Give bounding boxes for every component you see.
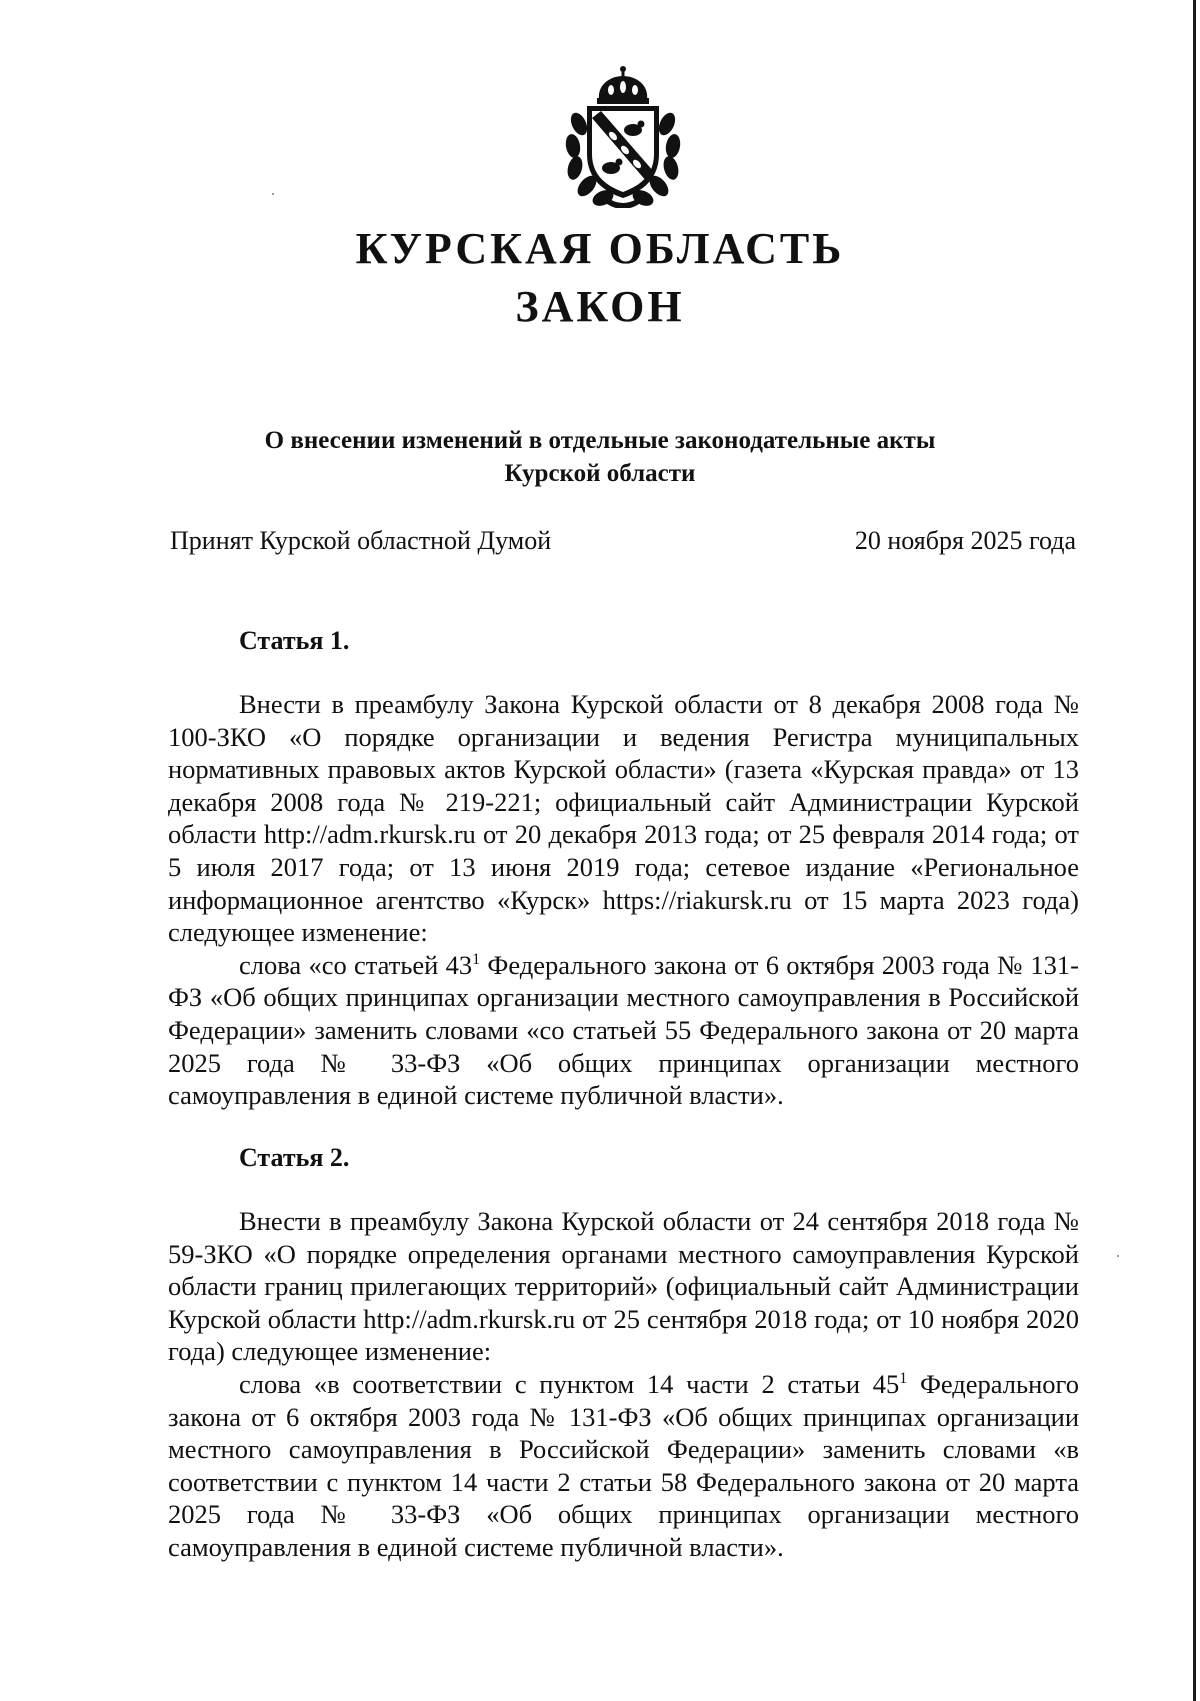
- adoption-date: 20 ноября 2025 года: [854, 526, 1076, 555]
- article-2-heading: Статья 2.: [239, 1143, 350, 1172]
- scan-speck: [1117, 1255, 1119, 1257]
- law-subject-line-1: О внесении изменений в отдельные законодательные акты: [264, 427, 936, 454]
- region-title: КУРСКАЯ ОБЛАСТЬ: [355, 224, 845, 273]
- coat-of-arms-emblem: [561, 64, 685, 208]
- article-2-body: [168, 1205, 1079, 1564]
- law-subject: [0, 424, 1200, 490]
- article-1-paragraph-2-part-2: Федерального закона от 6 октября 2003 года № 131-ФЗ «Об общих принципах организации местного самоуправления в Российской Федерации» заменить словами «со статьей 55 Федерального закона от 20 марта 2025 года № 33-ФЗ «Об общих принципах организации местного самоуправления в единой системе публичной власти».: [168, 949, 1080, 1111]
- article-2-paragraph-2: [168, 1368, 1079, 1564]
- adopted-by: Принят Курской областной Думой: [170, 526, 552, 555]
- scan-speck: [272, 193, 274, 195]
- article-2-paragraph-1: Внести в преамбулу Закона Курской области от 24 сентября 2018 года № 59-ЗКО «О порядке определения органами местного самоуправления Курской области границ прилегающих территорий» (официальный сайт Администрации Курской области http://adm.rkursk.ru от 25 сентября 2018 года; от 10 ноября 2020 года) следующее изменение:: [168, 1206, 1079, 1367]
- article-1-paragraph-2: [168, 949, 1079, 1112]
- article-1-body: [168, 688, 1079, 1112]
- document-type-title: ЗАКОН: [515, 282, 685, 331]
- article-1-heading: Статья 1.: [239, 626, 350, 655]
- article-1-paragraph-1: Внести в преамбулу Закона Курской области от 8 декабря 2008 года № 100-ЗКО «О порядке организации и ведения Регистра муниципальных нормативных правовых актов Курской области» (газета «Курская правда» от 13 декабря 2008 года № 219-221; официальный сайт Администрации Курской области http://adm.rkursk.ru от 20 декабря 2013 года; от 25 февраля 2014 года; от 5 июля 2017 года; от 13 июня 2019 года; сетевое издание «Региональное информационное агентство «Курск» https://riakursk.ru от 15 марта 2023 года) следующее изменение:: [168, 689, 1079, 948]
- law-subject-line-2: Курской области: [504, 460, 696, 487]
- article-2-paragraph-2-part-1: слова «в соответствии с пунктом 14 части 2 статьи 45: [239, 1368, 900, 1399]
- superscript: 1: [472, 950, 481, 968]
- article-2-paragraph-2-part-2: Федерального закона от 6 октября 2003 года № 131-ФЗ «Об общих принципах организации местного самоуправления в Российской Федерации» заменить словами «в соответствии с пунктом 14 части 2 статьи 58 Федерального закона от 20 марта 2025 года № 33-ФЗ «Об общих принципах организации местного самоуправления в единой системе публичной власти».: [168, 1368, 1079, 1562]
- article-1-paragraph-2-part-1: слова «со статьей 43: [239, 949, 473, 980]
- superscript: 1: [899, 1369, 908, 1387]
